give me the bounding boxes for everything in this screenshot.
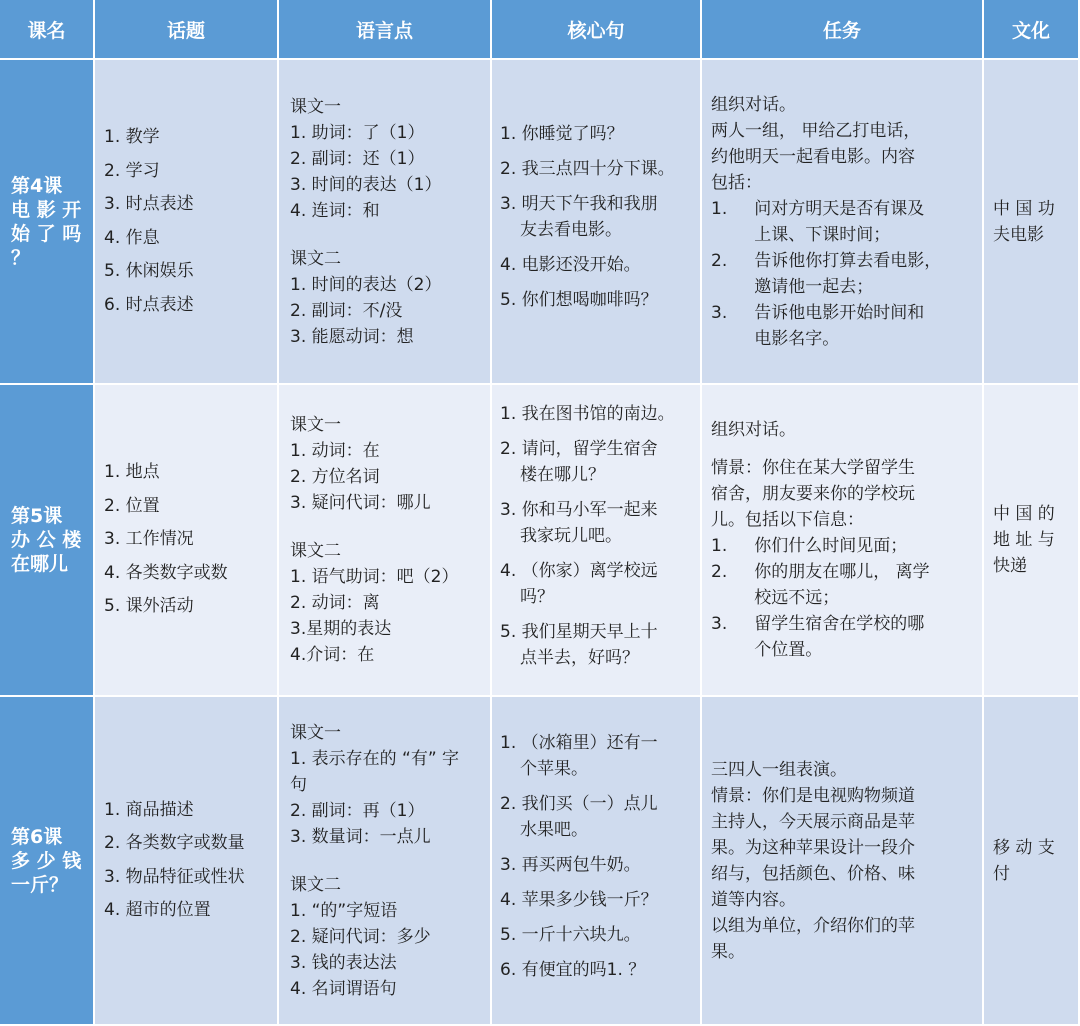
language-point-item: 1. 表示存在的 “有” 字 xyxy=(290,748,460,769)
topic-item: 1. 教学 xyxy=(104,127,160,147)
lesson-cell xyxy=(0,697,95,1026)
topic-item: 1. 地点 xyxy=(104,462,160,483)
text-section-title: 课文一 xyxy=(290,722,341,743)
topics-cell xyxy=(95,385,279,697)
core-sentence-line: 5. 你们想喝咖啡吗？ xyxy=(500,290,658,310)
task-line: 果。为这种苹果设计一段介 xyxy=(711,837,915,858)
core-sentence-line: 3. 明天下午我和我朋 xyxy=(500,194,658,214)
task-line: 情景：你们是电视购物频道 xyxy=(711,785,915,806)
task-line: 2. 你的朋友在哪儿， 离学 xyxy=(711,562,930,582)
topics-cell xyxy=(95,60,279,385)
language-point-item: 3.星期的表达 xyxy=(290,619,392,639)
core-sentence xyxy=(500,156,696,182)
core-sentence-line: 3. 你和马小军一起来 xyxy=(500,499,658,520)
core-sentence-line: 2. 我们买（一）点儿 xyxy=(500,793,658,814)
lesson-name-line: 第6课 xyxy=(11,825,63,848)
topic-item: 4. 超市的位置 xyxy=(104,900,211,920)
core-sentence-line: 5. 一斤十六块九。 xyxy=(500,924,641,945)
group-spacer xyxy=(290,224,486,246)
core-sentence xyxy=(500,287,696,313)
core-sentences-cell xyxy=(492,60,702,385)
lesson-name-line: 多 少 钱 xyxy=(11,849,82,872)
lesson-name-line: 一斤？ xyxy=(11,873,69,896)
task-line: 儿。包括以下信息： xyxy=(711,510,864,530)
language-point-item: 1. 时间的表达（2） xyxy=(290,274,442,295)
culture-line: 付 xyxy=(993,863,1010,884)
core-sentence-line: 4. 电影还没开始。 xyxy=(500,255,641,275)
task-line: 上课、下课时间； xyxy=(711,224,891,245)
language-point-item: 2. 疑问代词：多少 xyxy=(290,926,431,947)
core-sentence-line: 吗？ xyxy=(520,586,554,607)
language-point-item: 句 xyxy=(290,774,307,795)
text-section-title: 课文一 xyxy=(290,96,341,117)
language-points-cell xyxy=(279,697,492,1026)
task-line: 宿舍，朋友要来你的学校玩 xyxy=(711,484,915,504)
task-line xyxy=(711,443,976,455)
header-task: 任务 xyxy=(702,0,984,60)
header-topic: 话题 xyxy=(95,0,279,60)
core-sentences-cell xyxy=(492,697,702,1026)
lesson-name-line: 第5课 xyxy=(11,505,63,527)
group-spacer xyxy=(290,850,486,872)
language-point-item: 1. 助词：了（1） xyxy=(290,122,425,143)
task-line: 三四人一组表演。 xyxy=(711,759,847,780)
topic-item: 4. 各类数字或数 xyxy=(104,562,228,583)
lesson-name xyxy=(11,825,81,897)
core-sentence xyxy=(500,121,696,147)
task-line: 电影名字。 xyxy=(711,328,840,349)
text-section-title: 课文二 xyxy=(290,248,341,269)
topic-item: 6. 时点表述 xyxy=(104,294,194,315)
task-line: 果。 xyxy=(711,941,745,962)
culture-line: 中 国 的 xyxy=(993,504,1055,524)
core-sentence-line: 2. 我三点四十分下课。 xyxy=(500,159,675,179)
header-culture: 文化 xyxy=(984,0,1080,60)
topic-item: 2. 各类数字或数量 xyxy=(104,833,245,853)
core-sentence-line: 水果吧。 xyxy=(520,819,588,840)
topic-item: 3. 物品特征或性状 xyxy=(104,866,245,887)
task-cell xyxy=(702,385,984,697)
core-sentence xyxy=(500,791,696,843)
task-line: 3. 告诉他电影开始时间和 xyxy=(711,302,925,323)
task-line: 2. 告诉他你打算去看电影， xyxy=(711,250,942,271)
text-section-title: 课文二 xyxy=(290,874,341,895)
task-line: 1. 问对方明天是否有课及 xyxy=(711,198,925,219)
lesson-name xyxy=(11,174,93,270)
language-point-item: 1. 语气助词：吧（2） xyxy=(290,567,459,587)
topic-item: 3. 工作情况 xyxy=(104,529,194,550)
task-line: 约他明天一起看电影。内容 xyxy=(711,146,915,167)
core-sentence-line: 2. 请问，留学生宿舍 xyxy=(500,438,658,459)
language-point-item: 1. “的”字短语 xyxy=(290,900,398,921)
language-point-item: 2. 方位名词 xyxy=(290,467,380,487)
task-line: 以组为单位，介绍你们的苹 xyxy=(711,915,915,936)
task-line: 情景：你住在某大学留学生 xyxy=(711,458,915,478)
lesson-name-line: 在哪儿 xyxy=(11,553,69,575)
core-sentence-line: 5. 我们星期天早上十 xyxy=(500,621,658,642)
culture-line: 快递 xyxy=(993,556,1027,576)
task-line: 邀请他一起去； xyxy=(711,276,874,297)
core-sentence-line: 6. 有便宜的吗1. ？ xyxy=(500,959,646,980)
core-sentence-line: 1. 我在图书馆的南边。 xyxy=(500,403,675,424)
task-line: 组织对话。 xyxy=(711,94,796,115)
culture-cell xyxy=(984,60,1080,385)
core-sentence-line: 1. 你睡觉了吗？ xyxy=(500,124,624,144)
header-lesson: 课名 xyxy=(0,0,95,60)
topic-item: 2. 学习 xyxy=(104,160,160,181)
lesson-cell xyxy=(0,385,95,697)
task-line: 个位置。 xyxy=(711,640,823,660)
core-sentence-line: 3. 再买两包牛奶。 xyxy=(500,854,641,875)
culture-line: 夫电影 xyxy=(993,224,1044,245)
core-sentence-line: 我家玩儿吧。 xyxy=(520,525,622,546)
language-points-cell xyxy=(279,385,492,697)
lesson-cell xyxy=(0,60,95,385)
task-line: 校远不远； xyxy=(711,588,840,608)
group-spacer xyxy=(290,516,486,538)
task-line: 组织对话。 xyxy=(711,420,796,440)
culture-line: 中 国 功 xyxy=(993,198,1055,219)
topic-item: 2. 位置 xyxy=(104,495,160,516)
core-sentence-line: 个苹果。 xyxy=(520,758,588,779)
core-sentence xyxy=(500,619,696,671)
topic-item: 3. 时点表述 xyxy=(104,194,194,214)
header-core-sentences: 核心句 xyxy=(492,0,702,60)
task-line: 包括： xyxy=(711,172,762,193)
core-sentence xyxy=(500,922,696,948)
core-sentence xyxy=(500,191,696,243)
culture-line: 地 址 与 xyxy=(993,530,1055,550)
core-sentence-line: 1. （冰箱里）还有一 xyxy=(500,732,658,753)
task-line: 1. 你们什么时间见面； xyxy=(711,536,908,556)
lesson-name-line: 始 了 吗 ？ xyxy=(11,222,82,269)
language-points-cell xyxy=(279,60,492,385)
language-point-item: 2. 副词：不/没 xyxy=(290,300,403,321)
core-sentence xyxy=(500,730,696,782)
language-point-item: 2. 副词：还（1） xyxy=(290,148,425,169)
core-sentence xyxy=(500,252,696,278)
lesson-name-line: 办 公 楼 xyxy=(11,529,82,551)
language-point-item: 1. 动词：在 xyxy=(290,441,380,461)
core-sentence xyxy=(500,497,696,549)
language-point-item: 4.介词：在 xyxy=(290,645,375,665)
task-line: 绍与，包括颜色、价格、味 xyxy=(711,863,915,884)
text-section-title: 课文二 xyxy=(290,541,341,561)
task-line: 3. 留学生宿舍在学校的哪 xyxy=(711,614,925,634)
topic-item: 1. 商品描述 xyxy=(104,799,194,820)
text-section-title: 课文一 xyxy=(290,415,341,435)
topics-cell xyxy=(95,697,279,1026)
language-point-item: 3. 疑问代词：哪儿 xyxy=(290,493,431,513)
topic-item: 4. 作息 xyxy=(104,227,160,248)
language-point-item: 2. 副词：再（1） xyxy=(290,800,425,821)
culture-cell xyxy=(984,697,1080,1026)
topic-item: 5. 休闲娱乐 xyxy=(104,261,194,281)
culture-cell xyxy=(984,385,1080,697)
core-sentence xyxy=(500,957,696,983)
task-line: 两人一组， 甲给乙打电话， xyxy=(711,120,921,141)
core-sentences-cell xyxy=(492,385,702,697)
language-point-item: 3. 时间的表达（1） xyxy=(290,174,442,195)
core-sentence-line: 点半去，好吗？ xyxy=(520,647,639,668)
language-point-item: 3. 钱的表达法 xyxy=(290,952,397,973)
core-sentence-line: 4. （你家）离学校远 xyxy=(500,560,658,581)
core-sentence xyxy=(500,436,696,488)
language-point-item: 4. 连词：和 xyxy=(290,200,380,221)
lesson-name-line: 电 影 开 xyxy=(11,198,82,221)
core-sentence xyxy=(500,401,696,427)
core-sentence-line: 友去看电影。 xyxy=(520,220,622,240)
core-sentence-line: 4. 苹果多少钱一斤？ xyxy=(500,889,658,910)
core-sentence xyxy=(500,887,696,913)
lesson-name xyxy=(11,504,81,576)
core-sentence xyxy=(500,852,696,878)
language-point-item: 4. 名词谓语句 xyxy=(290,978,397,999)
culture-line: 移 动 支 xyxy=(993,837,1055,858)
task-cell xyxy=(702,697,984,1026)
lesson-name-line: 第4课 xyxy=(11,174,63,197)
task-line: 道等内容。 xyxy=(711,889,796,910)
language-point-item: 3. 数量词：一点儿 xyxy=(290,826,431,847)
language-point-item: 2. 动词：离 xyxy=(290,593,380,613)
header-language-points: 语言点 xyxy=(279,0,492,60)
core-sentence-line: 楼在哪儿？ xyxy=(520,464,605,485)
task-line: 主持人，今天展示商品是苹 xyxy=(711,811,915,832)
language-point-item: 3. 能愿动词：想 xyxy=(290,326,414,347)
task-cell xyxy=(702,60,984,385)
core-sentence xyxy=(500,558,696,610)
topic-item: 5. 课外活动 xyxy=(104,596,194,617)
